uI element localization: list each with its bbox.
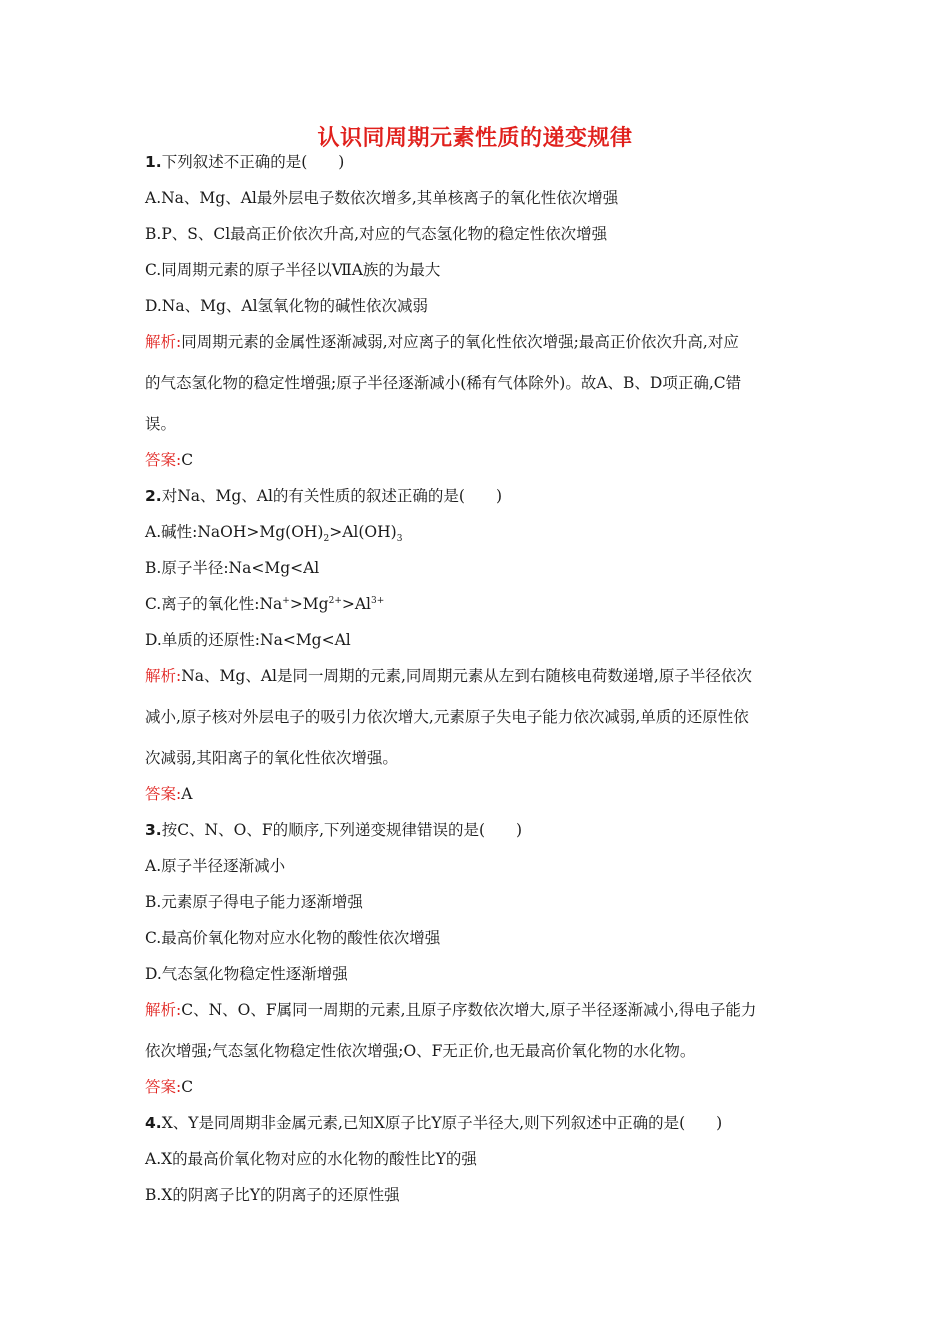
q3-number: 3. bbox=[145, 821, 162, 839]
q3-analysis-line2: 依次增强;气态氢化物稳定性依次增强;O、F无正价,也无最高价氧化物的水化物。 bbox=[145, 1042, 696, 1060]
q2-option-c-sup2: 2+ bbox=[328, 595, 342, 606]
q2-option-c bbox=[145, 594, 384, 614]
q2-answer-value: A bbox=[181, 785, 193, 803]
q1-stem bbox=[145, 152, 344, 172]
q4-number: 4. bbox=[145, 1114, 162, 1132]
q1-answer-label: 答案: bbox=[145, 451, 182, 469]
q2-option-b: B.原子半径:Na<Mg<Al bbox=[145, 559, 320, 577]
q2-number: 2. bbox=[145, 487, 162, 505]
q2-option-a-sub2: 3 bbox=[396, 534, 403, 545]
q3-option-a: A.原子半径逐渐减小 bbox=[145, 857, 286, 875]
q2-answer-label: 答案: bbox=[145, 785, 182, 803]
q2-analysis-line1 bbox=[145, 666, 752, 686]
q2-option-c-part1: C.离子的氧化性:Na bbox=[145, 595, 283, 613]
q3-option-c: C.最高价氧化物对应水化物的酸性依次增强 bbox=[145, 929, 441, 947]
document-title: 认识同周期元素性质的递变规律 bbox=[317, 126, 633, 151]
q3-analysis-text1: C、N、O、F属同一周期的元素,且原子序数依次增大,原子半径逐渐减小,得电子能力 bbox=[181, 1001, 757, 1019]
q2-analysis-line3: 次减弱,其阳离子的氧化性依次增强。 bbox=[145, 749, 398, 767]
q2-option-d: D.单质的还原性:Na<Mg<Al bbox=[145, 631, 351, 649]
q1-analysis-line2: 的气态氢化物的稳定性增强;原子半径逐渐减小(稀有气体除外)。故A、B、D项正确,C错 bbox=[145, 374, 742, 392]
q1-answer-value: C bbox=[181, 451, 194, 469]
q2-option-a-part1: A.碱性:NaOH>Mg(OH) bbox=[145, 523, 324, 541]
q3-analysis-line1 bbox=[145, 1000, 756, 1020]
q2-option-a-part2: >Al(OH) bbox=[329, 523, 397, 541]
q1-analysis-label: 解析: bbox=[145, 333, 182, 351]
q1-option-a: A.Na、Mg、Al最外层电子数依次增多,其单核离子的氧化性依次增强 bbox=[145, 189, 619, 207]
q2-stem bbox=[145, 486, 502, 506]
q1-analysis-text1: 同周期元素的金属性逐渐减弱,对应离子的氧化性依次增强;最高正价依次升高,对应 bbox=[181, 333, 739, 351]
q1-option-b: B.P、S、Cl最高正价依次升高,对应的气态氢化物的稳定性依次增强 bbox=[145, 225, 608, 243]
q1-option-d: D.Na、Mg、Al氢氧化物的碱性依次减弱 bbox=[145, 297, 429, 315]
q3-option-b: B.元素原子得电子能力逐渐增强 bbox=[145, 893, 363, 911]
q2-analysis-label: 解析: bbox=[145, 667, 182, 685]
q1-analysis-line1 bbox=[145, 332, 739, 352]
q2-option-c-sup3: 3+ bbox=[371, 595, 385, 606]
q3-analysis-label: 解析: bbox=[145, 1001, 182, 1019]
q4-stem-text: X、Y是同周期非金属元素,已知X原子比Y原子半径大,则下列叙述中正确的是( ) bbox=[161, 1114, 723, 1132]
q3-answer-value: C bbox=[181, 1078, 194, 1096]
q1-answer bbox=[145, 450, 193, 470]
q4-option-a: A.X的最高价氧化物对应的水化物的酸性比Y的强 bbox=[145, 1150, 477, 1168]
q1-stem-text: 下列叙述不正确的是( ) bbox=[161, 153, 345, 171]
q3-answer-label: 答案: bbox=[145, 1078, 182, 1096]
q3-answer bbox=[145, 1077, 193, 1097]
q1-option-c: C.同周期元素的原子半径以ⅦA族的为最大 bbox=[145, 261, 441, 279]
q1-number: 1. bbox=[145, 153, 162, 171]
q2-analysis-line2: 减小,原子核对外层电子的吸引力依次增大,元素原子失电子能力依次减弱,单质的还原性依 bbox=[145, 708, 749, 726]
q2-answer bbox=[145, 784, 192, 804]
q3-stem bbox=[145, 820, 522, 840]
q4-option-b: B.X的阴离子比Y的阴离子的还原性强 bbox=[145, 1186, 400, 1204]
q2-stem-text: 对Na、Mg、Al的有关性质的叙述正确的是( ) bbox=[161, 487, 503, 505]
q2-option-a-sub1: 2 bbox=[323, 534, 330, 545]
q2-option-c-sup1: + bbox=[282, 595, 290, 606]
q2-option-a bbox=[145, 522, 403, 545]
q3-stem-text: 按C、N、O、F的顺序,下列递变规律错误的是( ) bbox=[161, 821, 523, 839]
q2-option-c-part3: >Al bbox=[341, 595, 372, 613]
q3-option-d: D.气态氢化物稳定性逐渐增强 bbox=[145, 965, 348, 983]
q4-stem bbox=[145, 1113, 722, 1133]
q1-analysis-line3: 误。 bbox=[145, 415, 177, 433]
q2-analysis-text1: Na、Mg、Al是同一周期的元素,同周期元素从左到右随核电荷数递增,原子半径依次 bbox=[181, 667, 752, 685]
q2-option-c-part2: >Mg bbox=[289, 595, 329, 613]
